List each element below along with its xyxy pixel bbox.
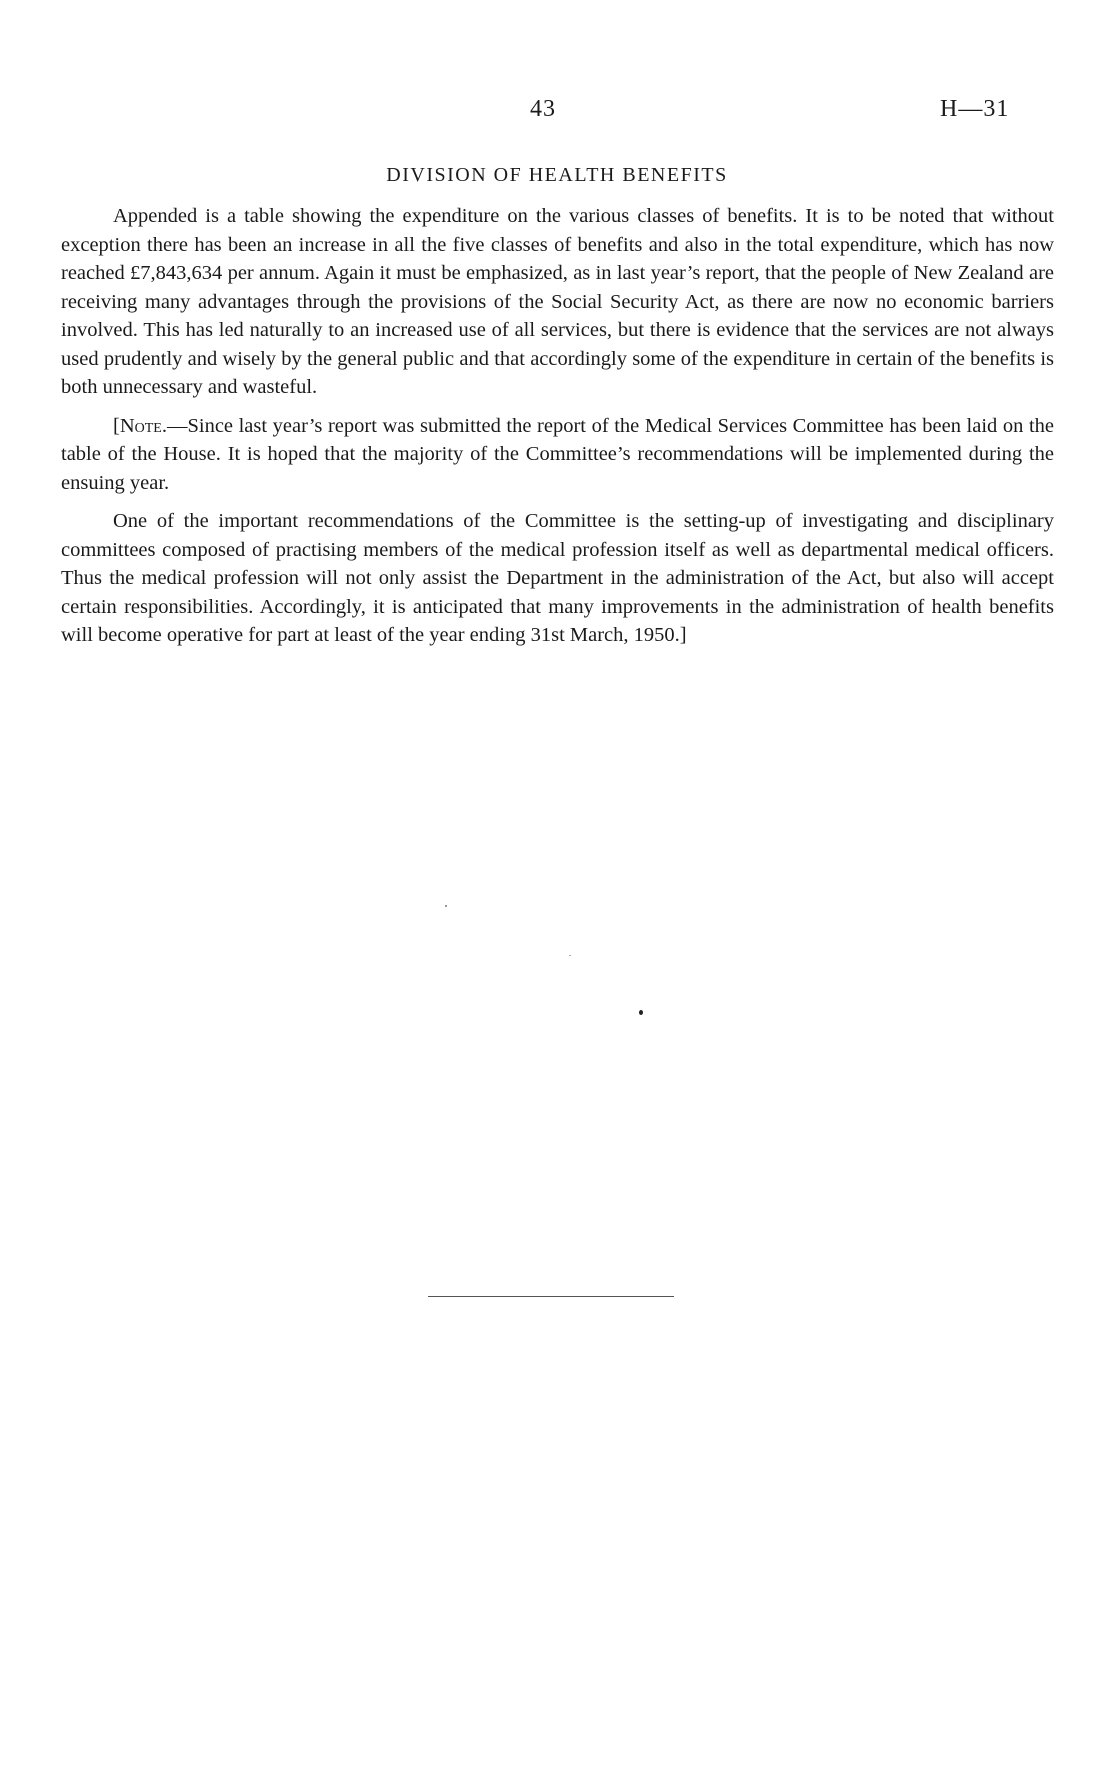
scan-speck: [569, 955, 571, 956]
page-number: 43: [530, 96, 556, 122]
note-text: Since last year’s report was submitted the report of the Medical Services Committee has been laid on the table of the House. It is hoped that the majority of the Committee’s recommendations will be implemented during the ensuing year.: [61, 414, 1054, 494]
note-dash: —: [166, 414, 188, 437]
paragraph-note: [61, 412, 1054, 498]
section-heading: DIVISION OF HEALTH BENEFITS: [386, 164, 728, 186]
section-end-rule: [428, 1296, 674, 1297]
paragraph-recommendations: One of the important recommendations of the Committee is the setting-up of investigating and disciplinary committees composed of practising members of the medical profession itself as well as departmental medical officers. Thus the medical profession will not only assist the Department in the administration of the Act, but also will accept certain responsibilities. Accordingly, it is anticipated that many improvements in the administration of health benefits will become operative for part at least of the year ending 31st March, 1950.]: [61, 510, 1054, 646]
scan-speck: [445, 905, 447, 907]
scan-speck: [639, 1010, 643, 1015]
document-body: [61, 202, 1054, 660]
note-lead: [Note.: [113, 414, 167, 437]
document-reference: H—31: [940, 96, 1010, 122]
paragraph-expenditure: Appended is a table showing the expenditure on the various classes of benefits. It is to be noted that without exception there has been an increase in all the five classes of benefits and also in the total expenditure, which has now reached £7,843,634 per annum. Again it must be emphasized, as in last year’s report, that the people of New Zealand are receiving many advantages through the provisions of the Social Security Act, as there are now no economic barriers involved. This has led naturally to an increased use of all services, but there is evidence that the services are not always used prudently and wisely by the general public and that accordingly some of the expenditure in certain of the benefits is both unnecessary and wasteful.: [61, 205, 1054, 398]
